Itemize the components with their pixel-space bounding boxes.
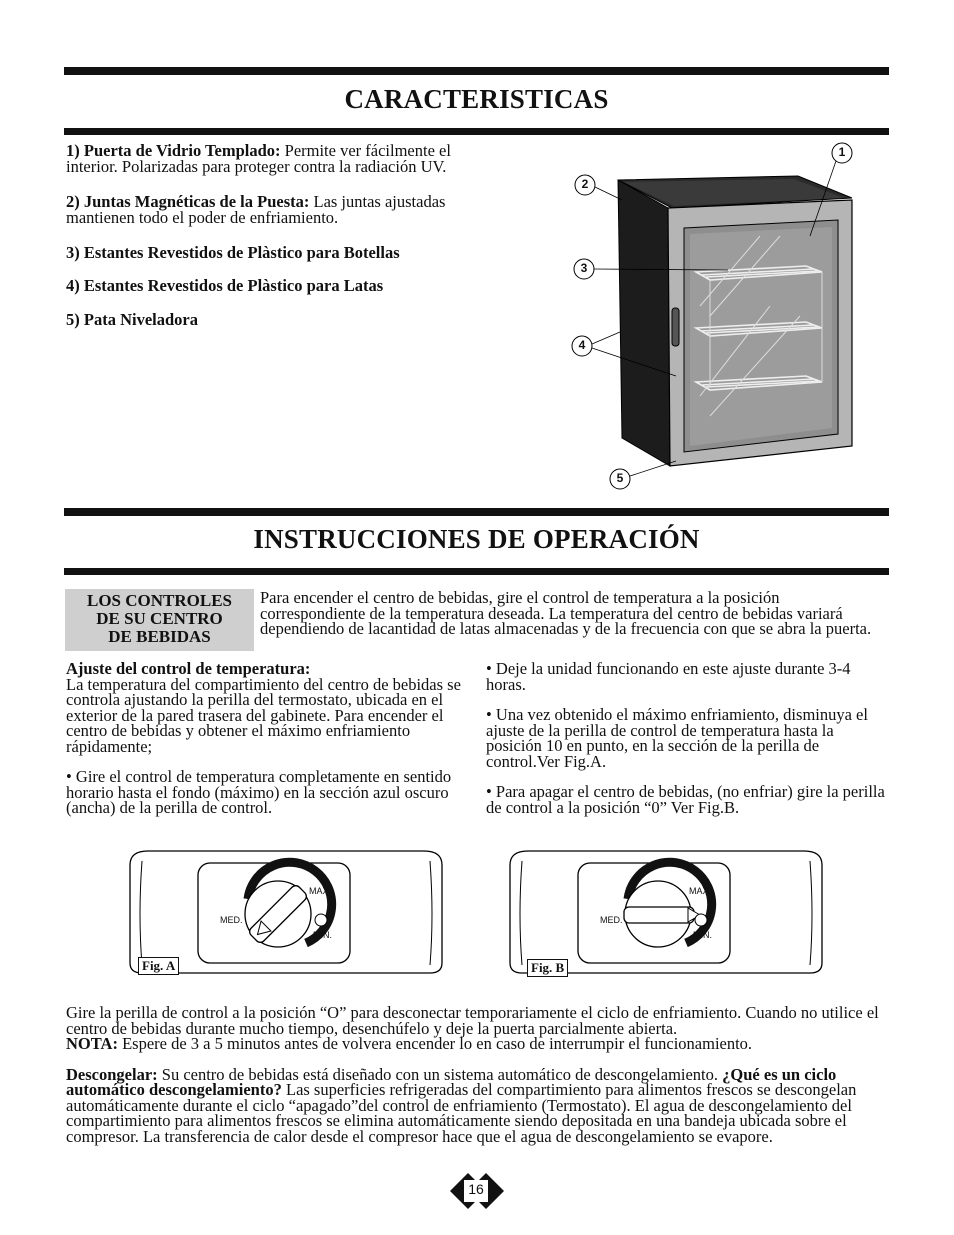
beverage-center-illustration: [560, 136, 880, 496]
callout-2: 2: [581, 177, 589, 191]
features-title: CARACTERISTICAS: [344, 84, 609, 114]
feature-1: [66, 143, 506, 174]
figure-b-dial: [504, 847, 828, 977]
page-number: 16: [468, 1181, 484, 1197]
feature-2-lead: 2) Juntas Magnéticas de la Puesta:: [66, 192, 310, 211]
fig-b-label: Fig. B: [527, 959, 568, 977]
defrost-text-2: Las superficies refrigeradas del compartimiento para alimentos frescos se descongelan automáticamente durante el ciclo “apagado”del control de enfriamiento (Termostato). El agua de descongelamiento del compartimiento para alimentos frescos se elimina automáticamente siendo depositada en una bandeja ubicada sobre el compresor. La transferencia de calor desde el compresor hace que el agua de descongelamiento se evapore.: [66, 1080, 857, 1146]
fig-b-med: MED.: [600, 915, 623, 925]
controls-label-box: [65, 589, 254, 651]
feature-5-lead: 5) Pata Niveladora: [66, 310, 198, 329]
defrost-question: ¿Qué es un ciclo automático descongelamiento?: [66, 1064, 837, 1099]
callout-3: 3: [580, 261, 588, 275]
fig-b-min: MIN.: [693, 930, 712, 940]
controls-intro: Para encender el centro de bebidas, gire el control de temperatura a la posición correspondiente de la temperatura deseada. La temperatura del centro de bebidas variará dependiendo de lacantidad de latas almacenadas y de la frecuencia con que se abra la puerta.: [260, 588, 872, 638]
feature-1-lead: 1) Puerta de Vidrio Templado:: [66, 141, 281, 160]
nota-lead: NOTA:: [66, 1034, 118, 1053]
adjust-right-column: [486, 661, 886, 815]
feature-5: [66, 312, 506, 328]
adjust-bullet-1: • Gire el control de temperatura completamente en sentido horario hasta el fondo (máximo) en la sección azul oscuro (ancha) de la perilla de control.: [66, 767, 452, 817]
feature-2: [66, 194, 506, 225]
feature-1-text: Permite ver fácilmente el interior. Polarizadas para proteger contra la radiación UV.: [66, 141, 451, 176]
adjust-bullet-2: • Deje la unidad funcionando en este ajuste durante 3-4 horas.: [486, 659, 851, 694]
feature-4-lead: 4) Estantes Revestidos de Plàstico para Latas: [66, 276, 384, 295]
closing-p1: Gire la perilla de control a la posición “O” para desconectar temporariamente el ciclo de enfriamiento. Cuando no utilice el centro de bebidas durante mucho tiempo, desenchúfelo y deje la puerta parcialmente abierta.: [66, 1003, 879, 1038]
feature-3-lead: 3) Estantes Revestidos de Plàstico para Botellas: [66, 243, 400, 262]
top-rule: [64, 67, 889, 75]
feature-3: [66, 245, 506, 261]
adjust-bullet-4: • Para apagar el centro de bebidas, (no enfriar) gire la perilla de control a la posición “0” Ver Fig.B.: [486, 782, 885, 817]
defrost-lead: Descongelar:: [66, 1064, 158, 1084]
nota-text: Espere de 3 a 5 minutos antes de volvera encender lo en caso de interrumpir el funcionamiento.: [117, 1034, 753, 1053]
controls-label-line1: LOS CONTROLES: [86, 591, 232, 610]
feature-2-text: Las juntas ajustadas mantienen todo el poder de enfriamiento.: [66, 192, 446, 227]
fig-a-min: MIN.: [313, 930, 332, 940]
operation-top-rule: [64, 508, 889, 516]
fig-a-med: MED.: [220, 915, 243, 925]
feature-4: [66, 278, 506, 294]
operation-title: INSTRUCCIONES DE OPERACIÓN: [253, 524, 700, 554]
fig-a-label: Fig. A: [138, 957, 179, 975]
adjust-bullet-3: • Una vez obtenido el máximo enfriamiento, disminuya el ajuste de la perilla de control de temperatura hasta la posición 10 en punto, en la sección de la perilla de control.Ver Fig.A.: [486, 705, 868, 771]
closing-section: [66, 1005, 891, 1144]
adjust-heading: Ajuste del control de temperatura:: [66, 659, 311, 678]
callout-4: 4: [578, 338, 586, 352]
fig-a-max: MAX.: [309, 886, 332, 896]
controls-label-line2: DE SU CENTRO: [96, 609, 223, 628]
controls-label-line3: DE BEBIDAS: [108, 627, 211, 646]
page-number-badge: [448, 1171, 506, 1211]
features-rule: [64, 128, 889, 135]
callout-1: 1: [838, 145, 846, 159]
adjust-body: La temperatura del compartimiento del centro de bebidas se controla ajustando la perilla del termostato, ubicada en el exterior de la pared trasera del gabinete. Para encender el centro de bebidas y obtener el máximo enfriamiento rápidamente;: [66, 674, 461, 756]
adjust-left-column: [66, 661, 471, 816]
fig-b-max: MAX.: [689, 886, 712, 896]
operation-rule: [64, 568, 889, 575]
callout-5: 5: [616, 471, 624, 485]
defrost-text-1: Su centro de bebidas está diseñado con un sistema automático de descongelamiento.: [157, 1064, 723, 1084]
